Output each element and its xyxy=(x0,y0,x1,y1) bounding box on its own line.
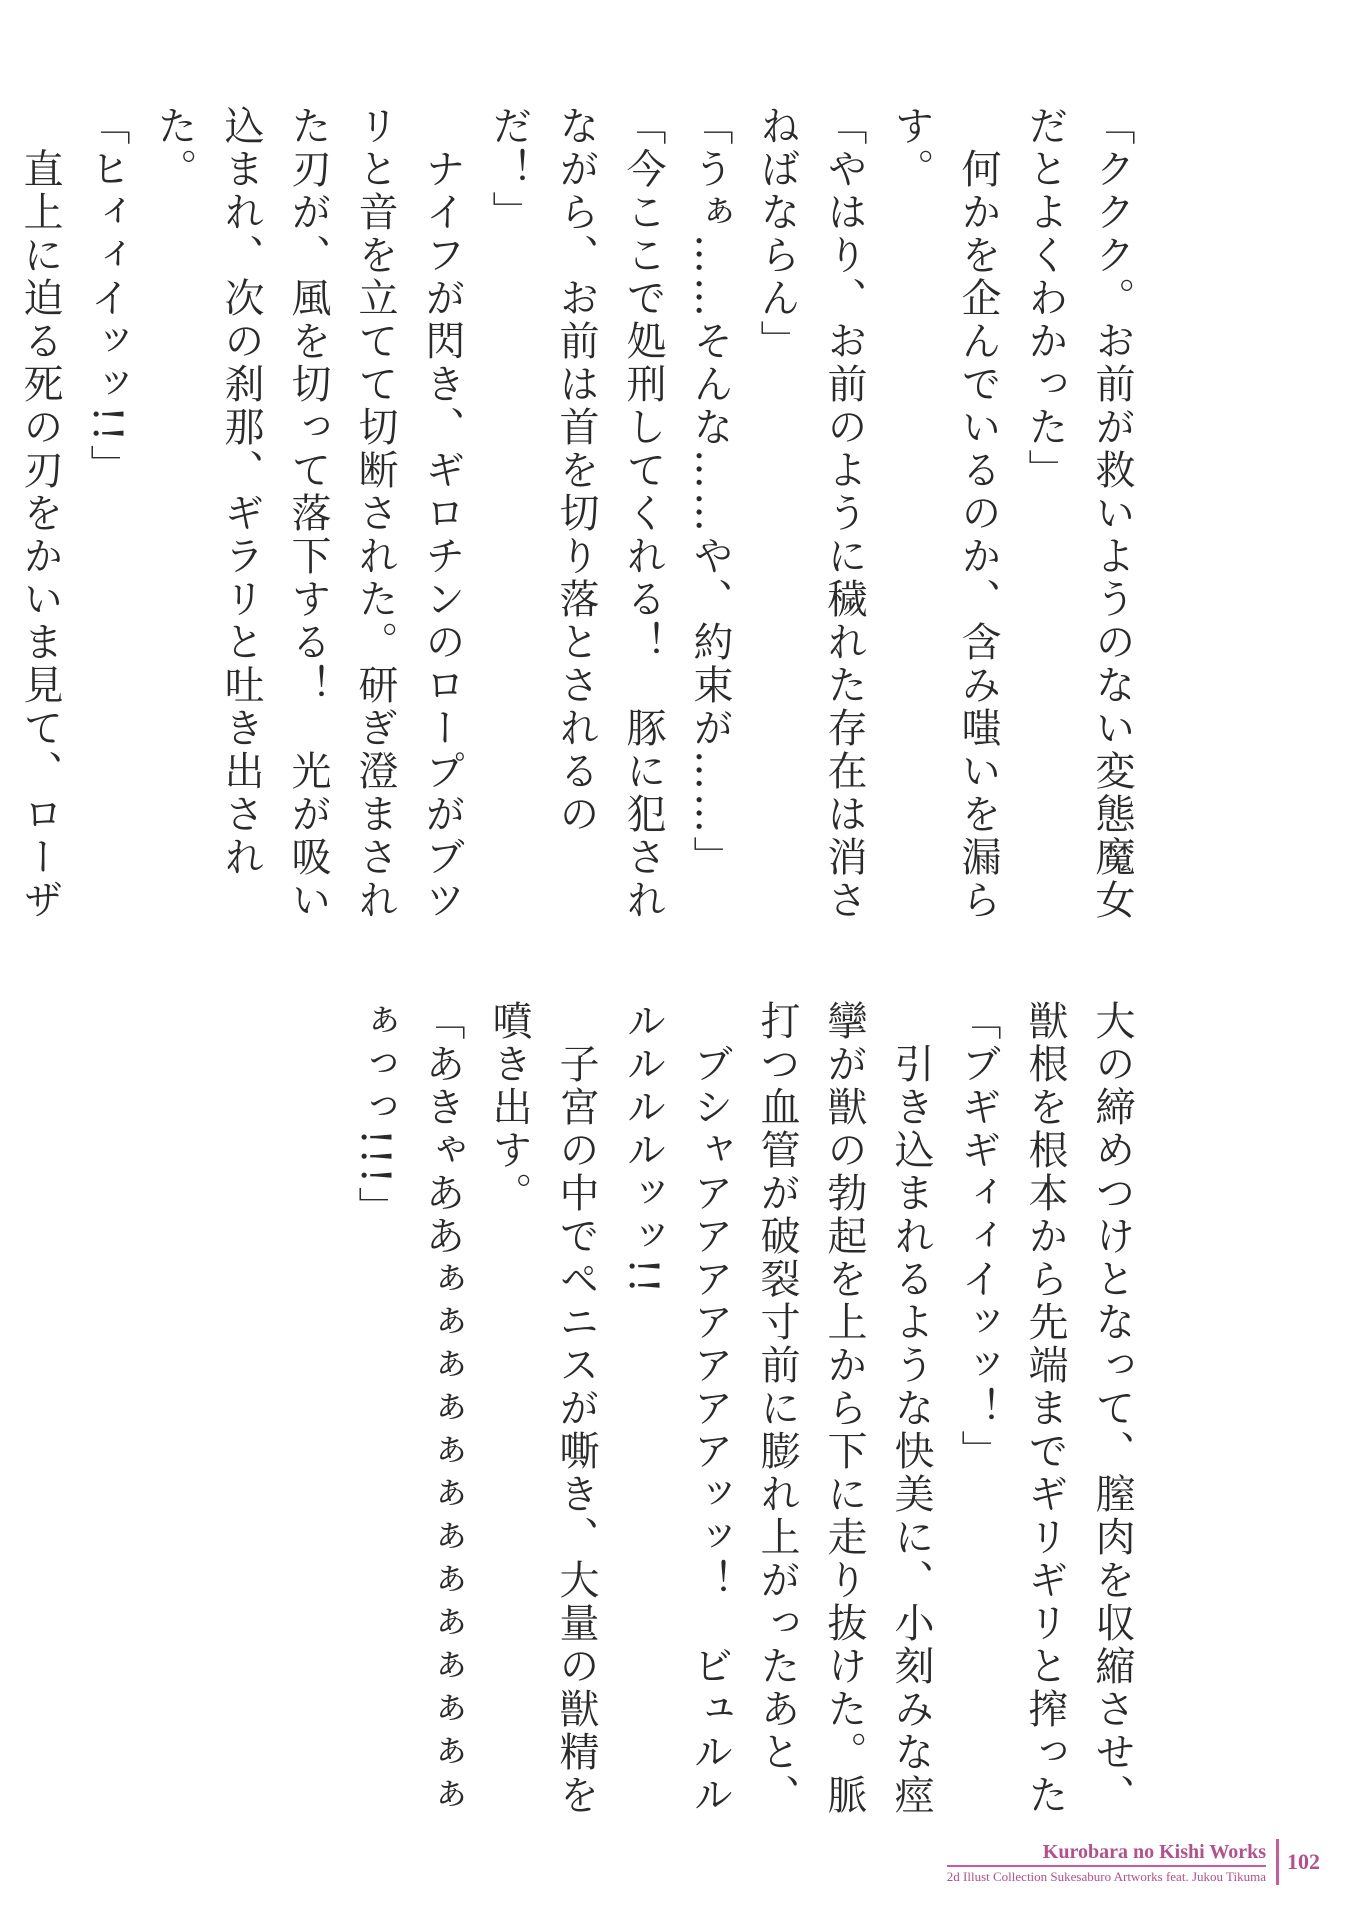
paragraph: 「あきゃああぁぁぁぁぁぁぁぁぁぁぁぁぁぁっっ!!!」 xyxy=(352,1000,465,1817)
paragraph: 何かを企んでいるのか、含み嗤いを漏らす。 xyxy=(888,105,1001,922)
paragraph: 「ククク。お前が救いようのない変態魔女だとよくわかった」 xyxy=(1022,105,1135,922)
footer-subtitle: 2d Illust Collection Sukesaburo Artworks feat. Jukou Tikuma xyxy=(947,1865,1266,1885)
paragraph: 「うぁ……そんな……や、約束が……」 xyxy=(687,105,733,879)
footer-text xyxy=(947,1839,1266,1885)
paragraph: ブシャアアアアアアアッッ！ ビュルルルルルルッッ!! xyxy=(620,1000,733,1817)
page-number: 102 xyxy=(1287,1849,1320,1874)
paragraph: 「今ここで処刑してくれる！ 豚に犯されながら、お前は首を切り落とされるのだ！」 xyxy=(486,105,666,922)
paragraph: ナイフが閃き、ギロチンのロープがブツリと音を立てて切断された。研ぎ澄まされた刃が、風を切って落下する！ 光が吸い込まれ、次の刹那、ギラリと吐き出された。 xyxy=(151,105,465,922)
footer-divider xyxy=(1276,1839,1279,1885)
text-block-upper xyxy=(0,105,1145,925)
paragraph: 「ヒィィイッッ!!」 xyxy=(84,105,130,488)
text-block-lower xyxy=(341,1000,1145,1820)
paragraph: 直上に迫る死の刃をかいま見て、ローザ xyxy=(17,148,63,922)
paragraph: 大の締めつけとなって、膣肉を収縮させ、獣根を根本から先端までギリギリと搾った xyxy=(1022,1000,1135,1817)
paragraph: 「ブギギィィイッッ！」 xyxy=(955,1000,1001,1473)
footer-title: Kurobara no Kishi Works xyxy=(1042,1841,1266,1863)
paragraph: 子宮の中でペニスが嘶き、大量の獣精を噴き出す。 xyxy=(486,1000,599,1817)
paragraph: 引き込まれるような快美に、小刻みな痙攣が獣の勃起を上から下に走り抜けた。脈打つ血管が破裂寸前に膨れ上がったあと、 xyxy=(754,1000,934,1817)
page-footer xyxy=(947,1832,1320,1892)
paragraph: 「やはり、お前のように穢れた存在は消さねばならん」 xyxy=(754,105,867,922)
